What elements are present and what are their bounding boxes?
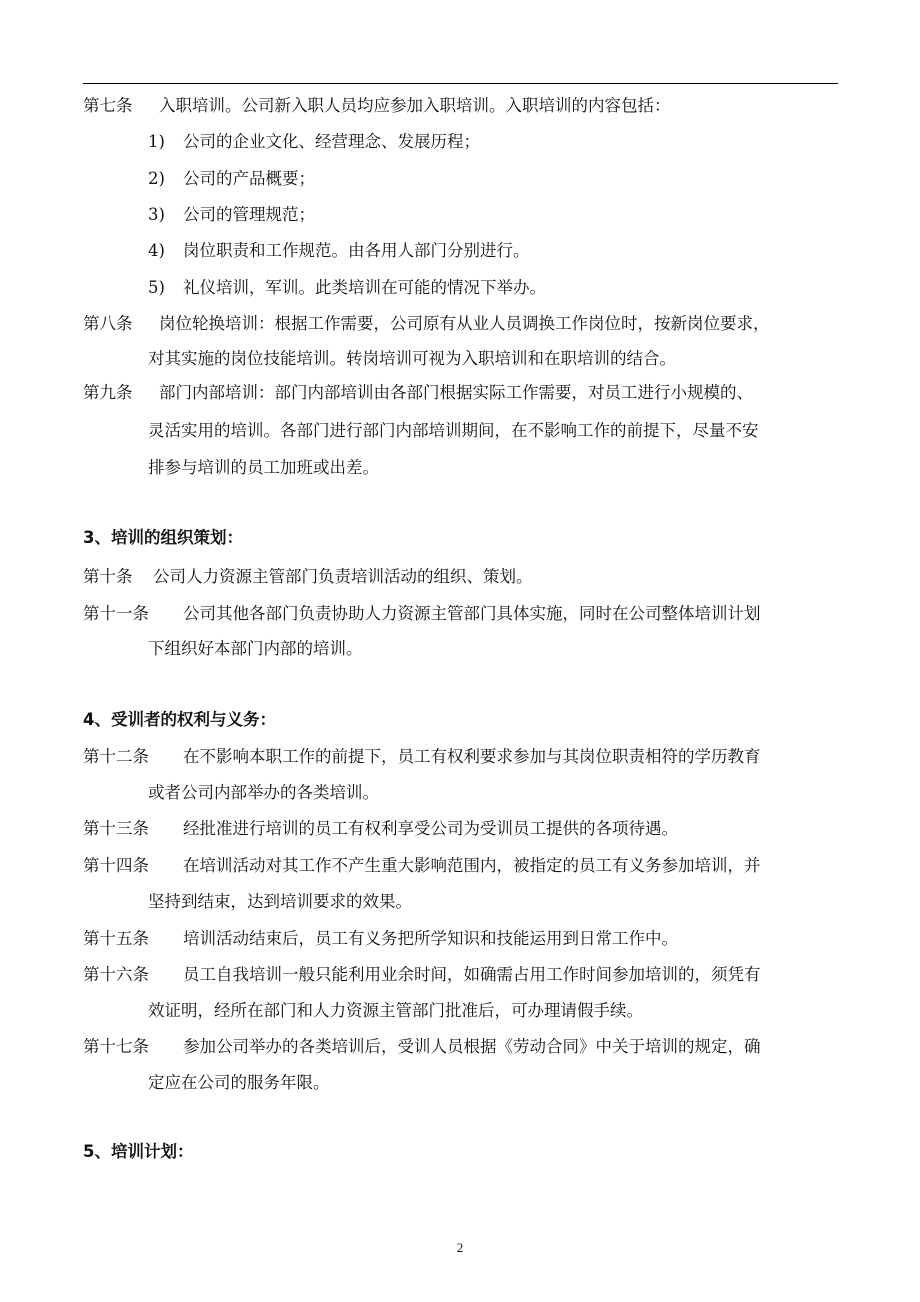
article-9-line-3: 排参与培训的员工加班或出差。 [148,458,379,477]
section-4-heading: 4、受训者的权利与义务： [83,710,276,729]
article-8-label: 第八条 [83,314,133,333]
article-11-label: 第十一条 [83,604,149,623]
article-16-line-1: 员工自我培训一般只能利用业余时间，如确需占用工作时间参加培训的，须凭有 [183,965,761,984]
list-item-number: 5) [148,278,165,297]
article-8-line-2: 对其实施的岗位技能培训。转岗培训可视为入职培训和在职培训的结合。 [148,349,676,368]
list-item-number: 3) [148,205,165,224]
article-14-label: 第十四条 [83,856,149,875]
article-15-text: 培训活动结束后，员工有义务把所学知识和技能运用到日常工作中。 [183,929,678,948]
section-3-heading: 3、培训的组织策划： [83,528,243,547]
header-rule [83,83,838,84]
list-item-number: 1) [148,132,165,151]
article-10-text: 公司人力资源主管部门负责培训活动的组织、策划。 [153,567,533,586]
article-15-label: 第十五条 [83,929,149,948]
article-16-line-2: 效证明，经所在部门和人力资源主管部门批准后，可办理请假手续。 [148,1001,643,1020]
list-item: 公司的产品概要； [183,169,315,188]
list-item: 公司的管理规范； [183,205,315,224]
article-8-line-1: 岗位轮换培训：根据工作需要，公司原有从业人员调换工作岗位时，按新岗位要求， [159,314,770,333]
article-14-line-1: 在培训活动对其工作不产生重大影响范围内，被指定的员工有义务参加培训，并 [183,856,761,875]
article-13-text: 经批准进行培训的员工有权利享受公司为受训员工提供的各项待遇。 [183,819,678,838]
page-number: 2 [456,1240,464,1255]
article-11-line-1: 公司其他各部门负责协助人力资源主管部门具体实施，同时在公司整体培训计划 [183,604,761,623]
article-7-label: 第七条 [83,96,133,115]
list-item: 礼仪培训，军训。此类培训在可能的情况下举办。 [183,278,546,297]
list-item: 公司的企业文化、经营理念、发展历程； [183,132,480,151]
article-9-label: 第九条 [83,383,133,402]
list-item-number: 2) [148,169,165,188]
article-14-line-2: 坚持到结束，达到培训要求的效果。 [148,892,412,911]
article-10-label: 第十条 [83,567,133,586]
article-17-label: 第十七条 [83,1037,149,1056]
article-13-label: 第十三条 [83,819,149,838]
article-17-line-2: 定应在公司的服务年限。 [148,1073,330,1092]
article-12-label: 第十二条 [83,747,149,766]
article-12-line-1: 在不影响本职工作的前提下，员工有权利要求参加与其岗位职责相符的学历教育 [183,747,761,766]
section-5-heading: 5、培训计划： [83,1142,194,1161]
article-16-label: 第十六条 [83,965,149,984]
article-9-line-1: 部门内部培训：部门内部培训由各部门根据实际工作需要，对员工进行小规模的、 [159,383,753,402]
article-7-text: 入职培训。公司新入职人员均应参加入职培训。入职培训的内容包括： [159,96,671,115]
article-9-line-2: 灵活实用的培训。各部门进行部门内部培训期间，在不影响工作的前提下，尽量不安 [148,421,759,440]
article-17-line-1: 参加公司举办的各类培训后，受训人员根据《劳动合同》中关于培训的规定，确 [183,1037,761,1056]
list-item: 岗位职责和工作规范。由各用人部门分别进行。 [183,241,530,260]
article-11-line-2: 下组织好本部门内部的培训。 [148,639,363,658]
article-12-line-2: 或者公司内部举办的各类培训。 [148,783,379,802]
list-item-number: 4) [148,241,165,260]
